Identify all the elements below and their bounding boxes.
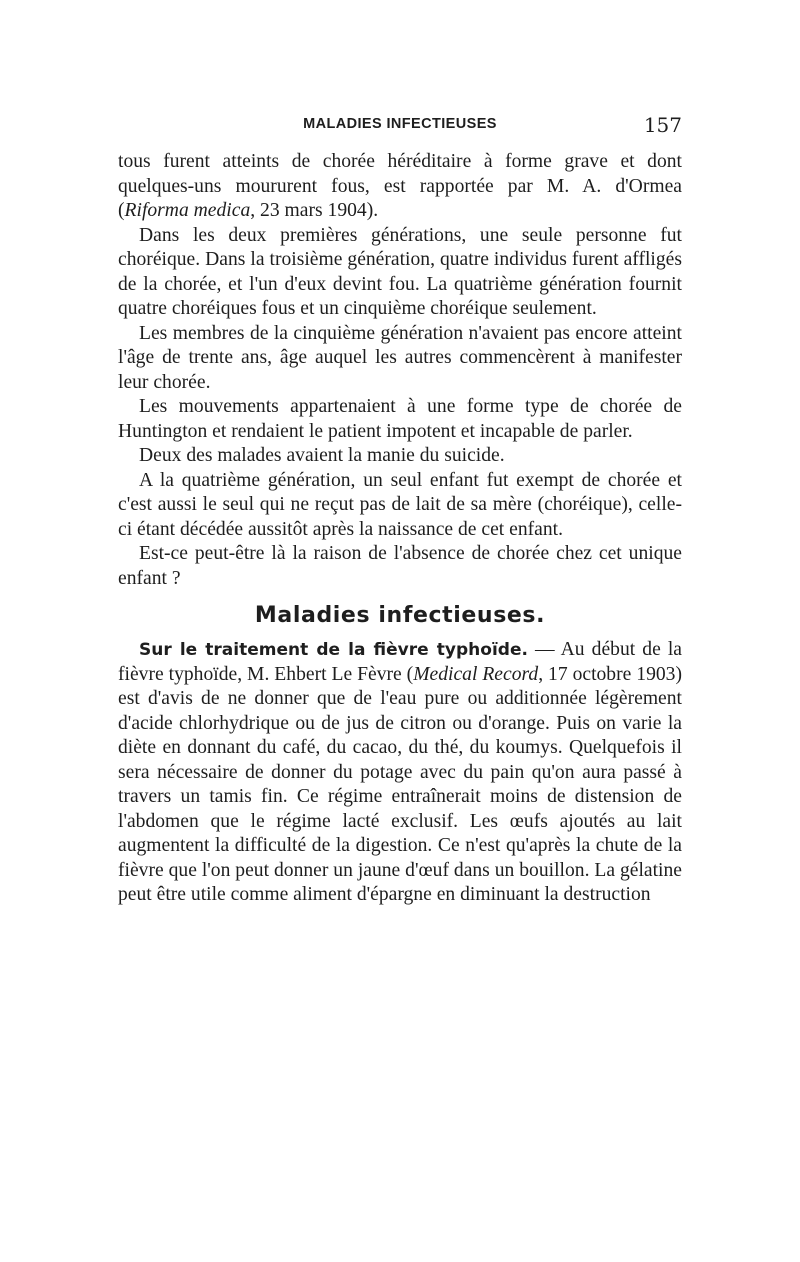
paragraph-text: tous furent atteints de chorée héréditaire à forme grave et dont quelques-uns moururent fous, est rapportée par M. A. d'Ormea ( bbox=[118, 151, 682, 221]
paragraph-suicide-mania: Deux des malades avaient la manie du suicide. bbox=[139, 445, 505, 466]
page-number: 157 bbox=[643, 113, 682, 137]
paragraph-exempt-child: A la quatrième génération, un seul enfant fut exempt de chorée et c'est aussi le seul qui ne reçut pas de lait de sa mère (choréique), celle-ci étant décédée aussitôt après la naissance de cet enfant. bbox=[118, 469, 682, 540]
journal-title: Medical Record bbox=[413, 663, 539, 685]
paragraph-question: Est-ce peut-être là la raison de l'absence de chorée chez cet unique enfant ? bbox=[118, 543, 682, 589]
paragraph-heading: Sur le traitement de la fièvre typhoïde. bbox=[139, 640, 528, 660]
paragraph-movements: Les mouvements appartenaient à une forme type de chorée de Huntington et rendaient le patient impotent et incapable de parler. bbox=[118, 396, 682, 442]
page-header bbox=[118, 113, 682, 140]
page-body bbox=[118, 150, 682, 908]
paragraph-generations: Dans les deux premières générations, une seule personne fut choréique. Dans la troisième génération, quatre individus furent affligés de la chorée, et l'un d'eux devint fou. La quatrième génération fournit quatre choréiques fous et un cinquième choréique seulement. bbox=[118, 224, 682, 319]
paragraph-text: , 23 mars 1904). bbox=[250, 200, 379, 221]
running-title: MALADIES INFECTIEUSES bbox=[303, 116, 497, 132]
paragraph-ormea-report bbox=[118, 150, 682, 224]
journal-title: Riforma medica bbox=[124, 200, 251, 221]
paragraph-text: — Au début de la fièvre typhoïde, M. Ehbert Le Fèvre ( bbox=[118, 639, 682, 685]
paragraph-text: , 17 octobre 1903) est d'avis de ne donner que de l'eau pure ou additionnée légèrement d'acide chlorhydrique ou de jus de citron ou d'orange. Puis on varie la diète en donnant du café, du cacao, du thé, du koumys. Quelquefois il sera nécessaire de donner du potage avec du pain qu'on aura passé à travers un tamis fin. Ce régime entraînerait moins de distension de l'abdomen que le régime lacté exclusif. Les œufs ajoutés au lait augmentent la difficulté de la digestion. Ce n'est qu'après la chute de la fièvre que l'on peut donner un jaune d'œuf dans un bouillon. La gélatine peut être utile comme aliment d'épargne en diminuant la destruction bbox=[118, 663, 682, 905]
paragraph-typhoid-treatment bbox=[118, 638, 682, 908]
section-heading: Maladies infectieuses. bbox=[254, 603, 546, 628]
paragraph-fifth-generation: Les membres de la cinquième génération n'avaient pas encore atteint l'âge de trente ans, âge auquel les autres commencèrent à manifester leur chorée. bbox=[118, 322, 682, 393]
